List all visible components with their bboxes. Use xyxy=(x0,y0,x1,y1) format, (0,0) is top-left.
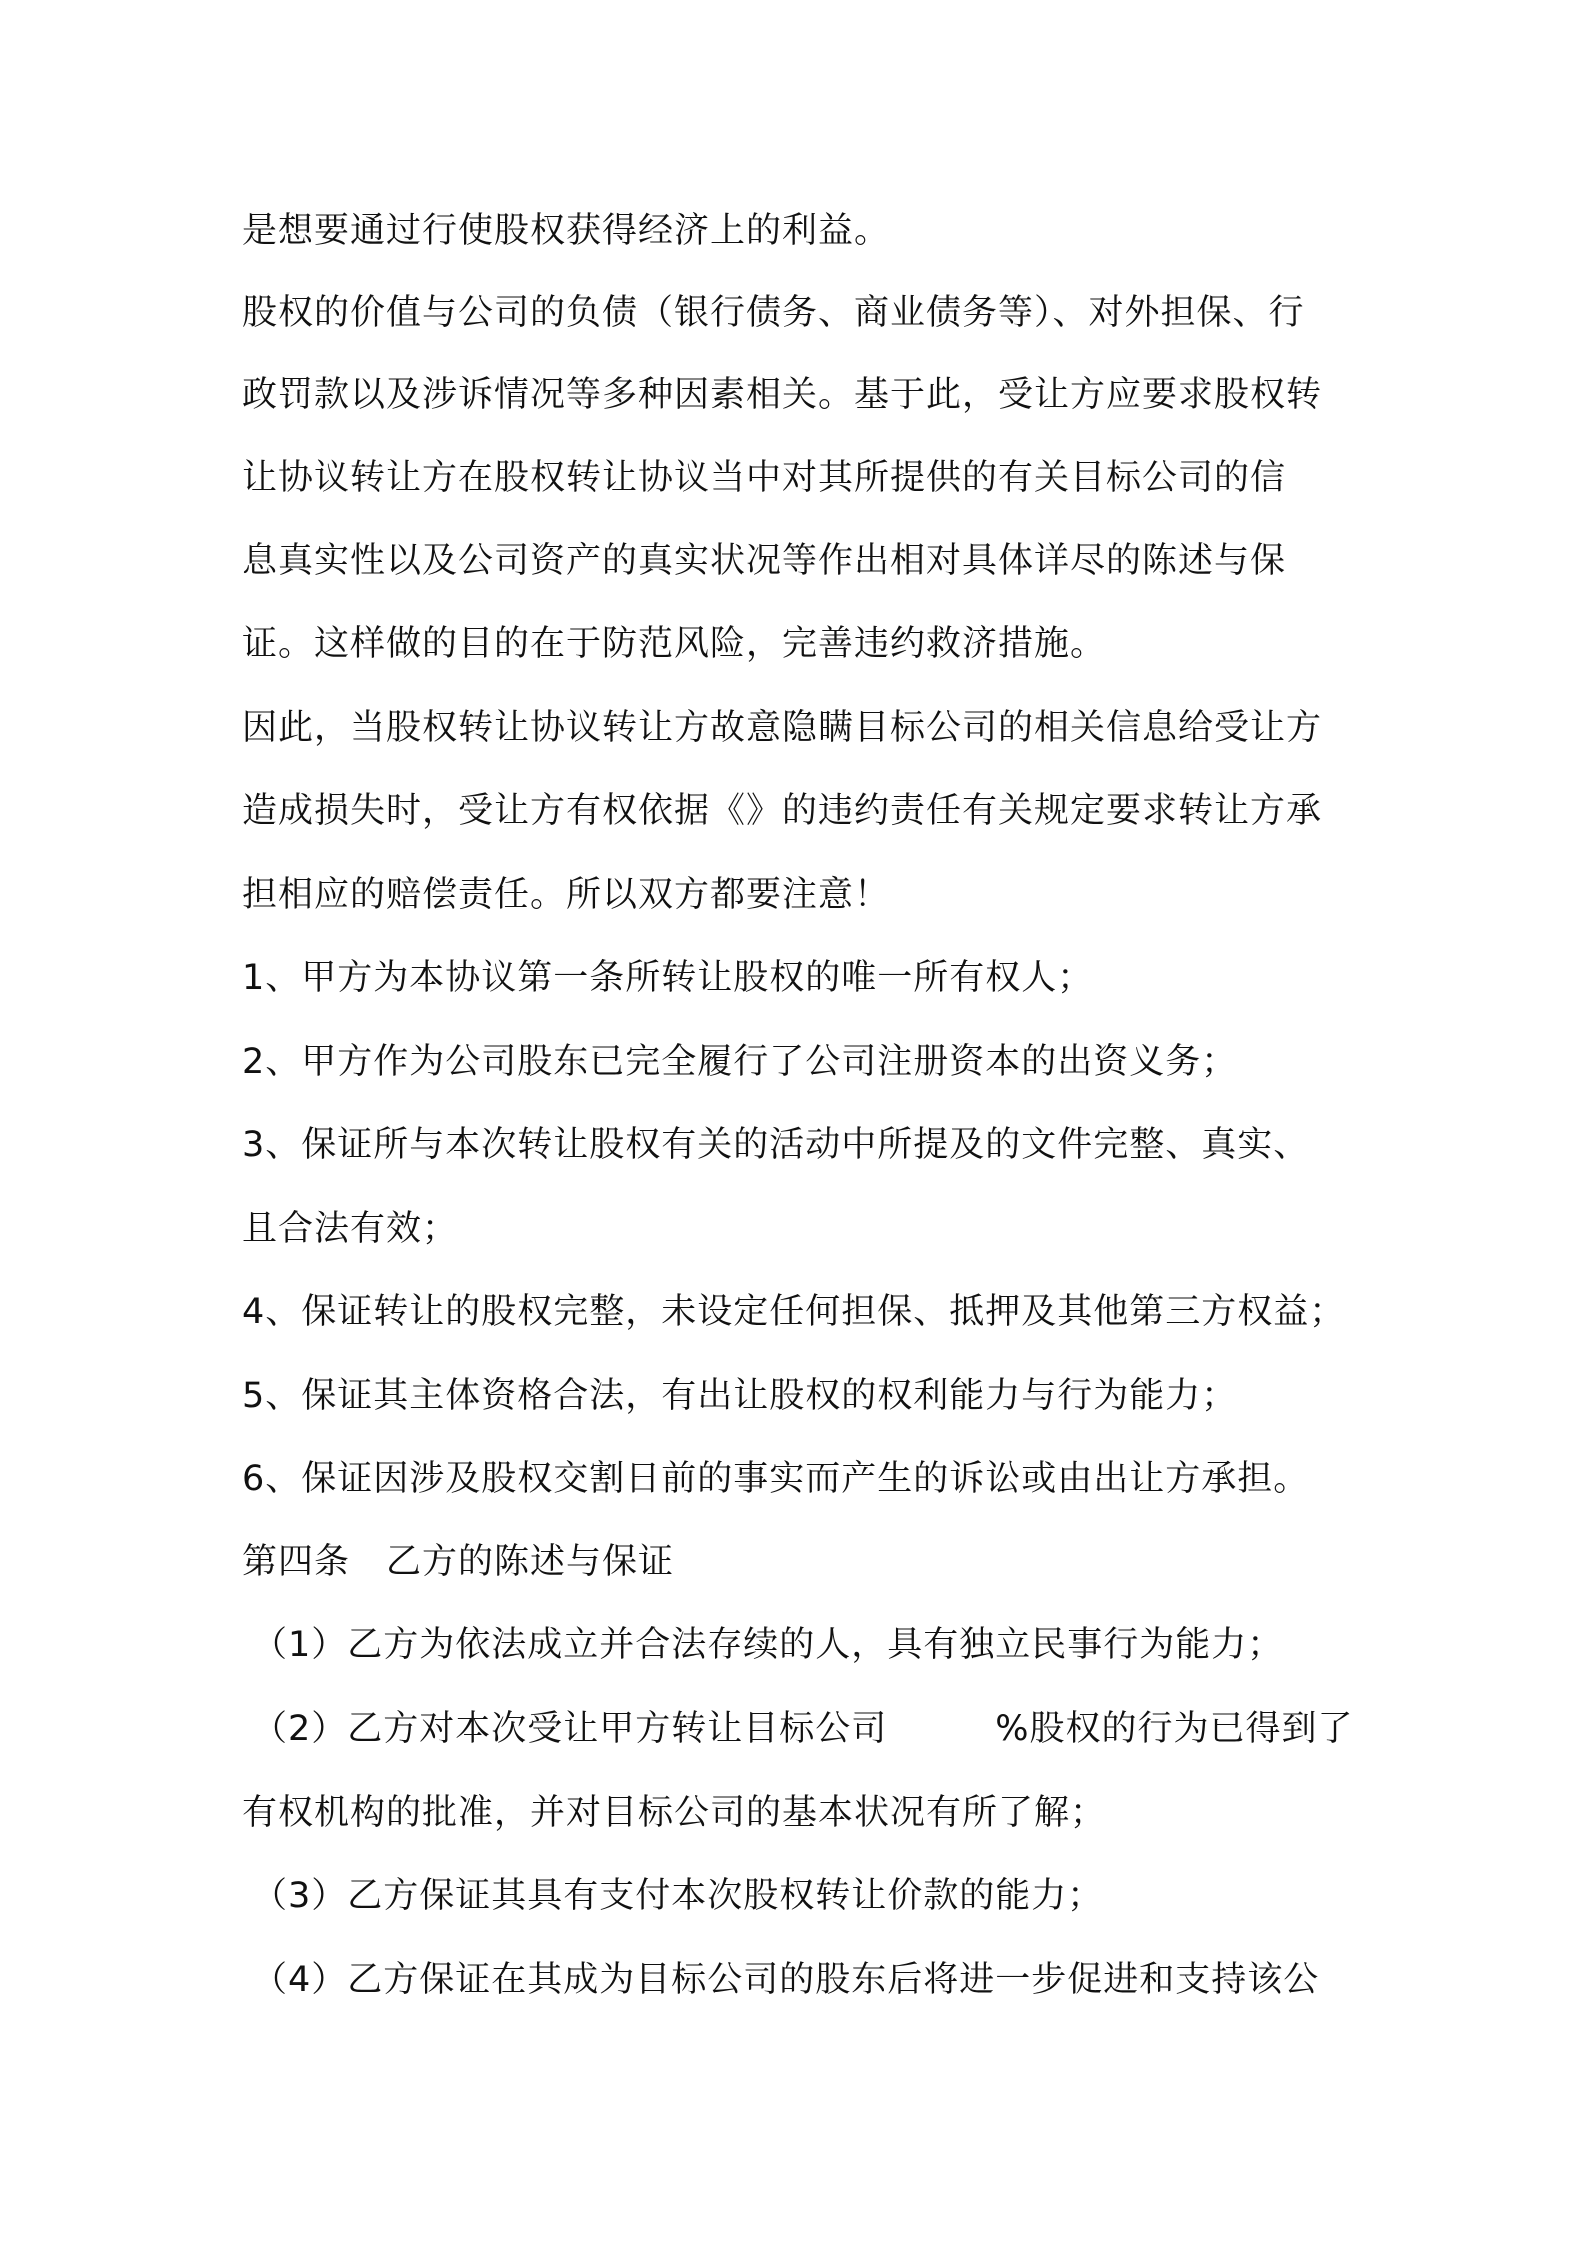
paragraph-line: 让协议转让方在股权转让协议当中对其所提供的有关目标公司的信 xyxy=(242,458,1287,498)
list-item: （2）乙方对本次受让甲方转让目标公司 %股权的行为已得到了 xyxy=(252,1709,1354,1749)
list-item: 4、保证转让的股权完整，未设定任何担保、抵押及其他第三方权益； xyxy=(242,1292,1346,1332)
list-item: （3）乙方保证其具有支付本次股权转让价款的能力； xyxy=(252,1876,1104,1916)
paragraph-line: 息真实性以及公司资产的真实状况等作出相对具体详尽的陈述与保 xyxy=(242,541,1287,581)
list-item-continuation: 且合法有效； xyxy=(242,1209,459,1249)
list-item: 1、甲方为本协议第一条所转让股权的唯一所有权人； xyxy=(242,958,1094,998)
paragraph-line: 是想要通过行使股权获得经济上的利益。 xyxy=(242,211,891,251)
paragraph-line: 担相应的赔偿责任。所以双方都要注意！ xyxy=(242,875,891,915)
paragraph-line: 造成损失时，受让方有权依据《》的违约责任有关规定要求转让方承 xyxy=(242,791,1323,831)
paragraph-line: 证。这样做的目的在于防范风险，完善违约救济措施。 xyxy=(242,624,1107,664)
paragraph-line: 股权的价值与公司的负债（银行债务、商业债务等）、对外担保、行 xyxy=(242,293,1305,333)
list-item: 5、保证其主体资格合法，有出让股权的权利能力与行为能力； xyxy=(242,1376,1238,1416)
list-item: 6、保证因涉及股权交割日前的事实而产生的诉讼或由出让方承担。 xyxy=(242,1459,1310,1499)
paragraph-line: 因此，当股权转让协议转让方故意隐瞒目标公司的相关信息给受让方 xyxy=(242,708,1323,748)
paragraph-line: 政罚款以及涉诉情况等多种因素相关。基于此，受让方应要求股权转 xyxy=(242,375,1323,415)
list-item: 3、保证所与本次转让股权有关的活动中所提及的文件完整、真实、 xyxy=(242,1125,1310,1165)
section-heading: 第四条 乙方的陈述与保证 xyxy=(242,1542,675,1582)
list-item: （4）乙方保证在其成为目标公司的股东后将进一步促进和支持该公 xyxy=(252,1960,1320,2000)
list-item-continuation: 有权机构的批准，并对目标公司的基本状况有所了解； xyxy=(242,1793,1107,1833)
list-item: （1）乙方为依法成立并合法存续的人，具有独立民事行为能力； xyxy=(252,1625,1284,1665)
list-item: 2、甲方作为公司股东已完全履行了公司注册资本的出资义务； xyxy=(242,1042,1238,1082)
